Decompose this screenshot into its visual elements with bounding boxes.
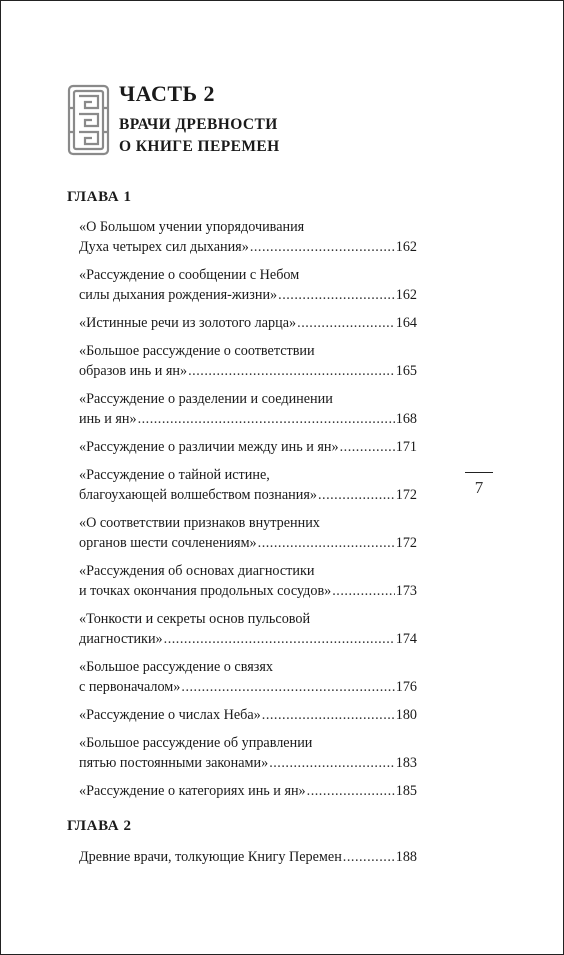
toc-entry-last-line <box>79 409 417 429</box>
toc-entry-page-number: 165 <box>395 363 417 379</box>
page-folio <box>464 472 494 498</box>
toc-entry-title-line: «Рассуждения об основах диагностики <box>79 563 315 579</box>
toc-entry-title: благоухающей волшебством познания» <box>79 487 317 503</box>
toc-entry-page-number: 162 <box>395 239 417 255</box>
dot-leader <box>250 237 395 257</box>
toc-entry-title-line: «О Большом учении упорядочивания <box>79 219 305 235</box>
toc-entry-title: и точках окончания продольных сосудов» <box>79 583 332 599</box>
toc-entry[interactable] <box>79 341 417 381</box>
toc-entry-title-line: «О соответствии признаков внутренних <box>79 515 320 531</box>
part-title: ЧАСТЬ 2 <box>119 81 216 106</box>
toc-entry-page-number: 185 <box>395 783 417 799</box>
toc-entry-last-line <box>79 753 417 773</box>
toc-entry-title: «Рассуждение о категориях инь и ян» <box>79 783 306 799</box>
meander-ornament-icon <box>67 84 110 156</box>
part-subtitle-line-2: О КНИГЕ ПЕРЕМЕН <box>119 138 280 155</box>
toc-entry-last-line <box>79 437 417 457</box>
toc-entry-last-line <box>79 485 417 505</box>
toc-entry[interactable] <box>79 265 417 305</box>
toc-entry-last-line <box>79 533 417 553</box>
toc-entry-last-line <box>79 581 417 601</box>
toc-entry-title: «Истинные речи из золотого ларца» <box>79 315 297 331</box>
toc-entry-last-line <box>79 313 417 333</box>
toc-entry-page-number: 171 <box>395 439 417 455</box>
toc-entry-title-line: «Большое рассуждение о связях <box>79 659 273 675</box>
toc-entry-title: инь и ян» <box>79 411 137 427</box>
dot-leader <box>269 753 395 773</box>
toc-entry-last-line <box>79 285 417 305</box>
toc-entry-title-line: «Большое рассуждение о соответствии <box>79 343 315 359</box>
toc-entry-last-line <box>79 677 417 697</box>
toc-entry-page-number: 172 <box>395 535 417 551</box>
folio-rule <box>465 472 493 473</box>
dot-leader <box>318 485 395 505</box>
toc-entry-page-number: 162 <box>395 287 417 303</box>
toc-entry[interactable] <box>79 657 417 697</box>
dot-leader <box>332 581 394 601</box>
dot-leader <box>297 313 395 333</box>
toc-entry-title: «Рассуждение о числах Неба» <box>79 707 261 723</box>
dot-leader <box>138 409 395 429</box>
dot-leader <box>258 533 395 553</box>
dot-leader <box>188 361 395 381</box>
toc-entry-last-line <box>79 237 417 257</box>
toc-entry[interactable] <box>79 313 417 333</box>
toc-entry-last-line <box>79 847 417 867</box>
dot-leader <box>262 705 395 725</box>
toc-entry[interactable] <box>79 389 417 429</box>
toc-entry-last-line <box>79 705 417 725</box>
toc-entry-page-number: 168 <box>395 411 417 427</box>
part-heading <box>67 81 407 157</box>
dot-leader <box>340 437 395 457</box>
toc-entry-page-number: 183 <box>395 755 417 771</box>
toc-entry-title-line: «Рассуждение о сообщении с Небом <box>79 267 300 283</box>
toc-entry-title-line: «Большое рассуждение об управлении <box>79 735 313 751</box>
toc-entry[interactable] <box>79 217 417 257</box>
toc-entry-title: образов инь и ян» <box>79 363 188 379</box>
toc-entry-title: диагностики» <box>79 631 163 647</box>
toc-entry-title-line: «Тонкости и секреты основ пульсовой <box>79 611 311 627</box>
toc-entry[interactable] <box>79 705 417 725</box>
toc-entry-title-line: «Рассуждение о тайной истине, <box>79 467 270 483</box>
dot-leader <box>181 677 394 697</box>
toc-entry[interactable] <box>79 513 417 553</box>
page-number: 7 <box>474 478 484 497</box>
toc-entry-page-number: 173 <box>395 583 417 599</box>
dot-leader <box>343 847 395 867</box>
chapter-2-heading: ГЛАВА 2 <box>67 818 132 834</box>
toc-entry-title-line: «Рассуждение о разделении и соединении <box>79 391 333 407</box>
toc-entry-page-number: 176 <box>395 679 417 695</box>
toc-entry-title: «Рассуждение о различии между инь и ян» <box>79 439 339 455</box>
toc-entry-page-number: 172 <box>395 487 417 503</box>
toc-entry-page-number: 180 <box>395 707 417 723</box>
toc-entry-title: Духа четырех сил дыхания» <box>79 239 249 255</box>
toc-entry[interactable] <box>79 561 417 601</box>
toc-entry-last-line <box>79 781 417 801</box>
toc-entry[interactable] <box>79 847 417 867</box>
toc-entry-last-line <box>79 629 417 649</box>
dot-leader <box>307 781 395 801</box>
toc-entry-title: с первоначалом» <box>79 679 181 695</box>
toc-entry[interactable] <box>79 465 417 505</box>
chapter-1-heading: ГЛАВА 1 <box>67 189 132 205</box>
dot-leader <box>164 629 395 649</box>
toc-entry[interactable] <box>79 733 417 773</box>
toc-entry[interactable] <box>79 781 417 801</box>
toc-entry-last-line <box>79 361 417 381</box>
part-subtitle-line-1: ВРАЧИ ДРЕВНОСТИ <box>119 116 278 133</box>
toc-entry-page-number: 174 <box>395 631 417 647</box>
dot-leader <box>278 285 395 305</box>
toc-entry-title: силы дыхания рождения-жизни» <box>79 287 278 303</box>
toc-entry-title: Древние врачи, толкующие Книгу Перемен <box>79 849 342 865</box>
toc-entry-title: органов шести сочленениям» <box>79 535 257 551</box>
toc-entry[interactable] <box>79 437 417 457</box>
toc-entry-page-number: 164 <box>395 315 417 331</box>
toc-entry-title: пятью постоянными законами» <box>79 755 269 771</box>
toc-entry[interactable] <box>79 609 417 649</box>
toc-entry-page-number: 188 <box>395 849 417 865</box>
